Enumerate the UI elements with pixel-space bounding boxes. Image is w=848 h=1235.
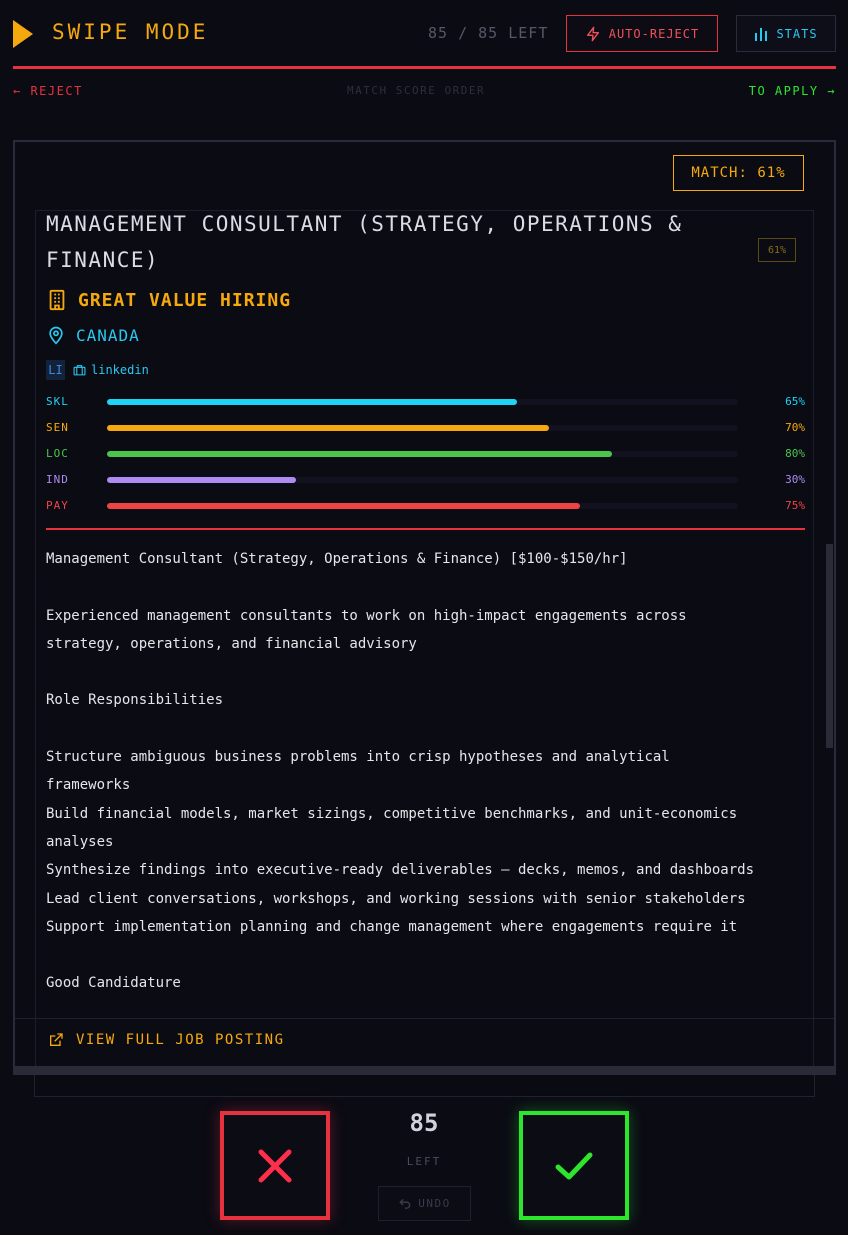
score-label: IND [46, 473, 69, 486]
score-row [46, 392, 805, 418]
source-name: linkedin [91, 363, 149, 377]
undo-label: UNDO [418, 1197, 451, 1210]
score-value: 75% [785, 499, 805, 512]
location-name: CANADA [76, 325, 140, 345]
score-value: 30% [785, 473, 805, 486]
view-full-posting-label: VIEW FULL JOB POSTING [76, 1032, 285, 1048]
job-card[interactable] [13, 140, 836, 1075]
score-row [46, 496, 805, 522]
score-row [46, 418, 805, 444]
score-value: 70% [785, 421, 805, 434]
score-row [46, 470, 805, 496]
sort-order-label: MATCH SCORE ORDER [347, 84, 486, 97]
score-label: SKL [46, 395, 69, 408]
card-divider [46, 528, 805, 530]
card-footer-divider [15, 1018, 836, 1019]
play-icon [13, 20, 33, 48]
reject-direction-label: ← REJECT [13, 84, 83, 98]
apply-button[interactable] [519, 1111, 629, 1220]
source-link[interactable] [73, 363, 149, 377]
building-icon [46, 289, 68, 311]
auto-reject-button[interactable] [566, 15, 718, 52]
score-bar-fill [107, 451, 612, 457]
score-value: 80% [785, 447, 805, 460]
score-bar-track [107, 425, 738, 431]
description-scrollbar[interactable] [826, 544, 833, 748]
view-full-posting-link[interactable] [48, 1032, 285, 1048]
company-name: GREAT VALUE HIRING [78, 289, 292, 311]
linkedin-badge: LI [46, 360, 65, 380]
score-row [46, 444, 805, 470]
check-icon [553, 1148, 595, 1184]
apply-direction-label: TO APPLY → [748, 84, 836, 98]
score-mini-badge: 61% [758, 238, 796, 262]
auto-reject-label: AUTO-REJECT [608, 26, 700, 41]
remaining-count: 85 / 85 LEFT [428, 24, 549, 42]
cards-left-label: LEFT [406, 1155, 442, 1168]
job-title: MANAGEMENT CONSULTANT (STRATEGY, OPERATIONS & FINANCE) [46, 212, 683, 272]
external-link-icon [48, 1032, 64, 1048]
score-bar-fill [107, 477, 296, 483]
stats-button[interactable] [736, 15, 836, 52]
score-bar-fill [107, 425, 549, 431]
location-row [46, 325, 140, 345]
score-bar-track [107, 503, 738, 509]
job-description: Management Consultant (Strategy, Operations & Finance) [$100-$150/hr] Experienced management consultants to work on high-impact engagements across strategy, operations, and financial advisory Role Responsibilities Structure ambiguous business problems into crisp hypotheses and analytical frameworks Build financial models, market sizings, competitive benchmarks, and unit-economics analyses Synthesize findings into executive-ready deliverables — decks, memos, and dashboards Lead client conversations, workshops, and working sessions with senior stakeholders Support implementation planning and change management where engagements require it Good Candidature [46, 551, 755, 992]
score-breakdown [46, 392, 805, 522]
match-score-badge: MATCH: 61% [673, 155, 804, 191]
score-bar-track [107, 477, 738, 483]
card-bottom-edge [13, 1066, 836, 1074]
briefcase-icon [73, 364, 86, 376]
score-label: SEN [46, 421, 69, 434]
stats-label: STATS [776, 26, 818, 41]
score-bar-fill [107, 503, 580, 509]
score-value: 65% [785, 395, 805, 408]
bar-chart-icon [754, 27, 768, 41]
company-row [46, 289, 291, 311]
header-divider [13, 66, 836, 69]
swipe-direction-hints [13, 84, 836, 100]
undo-button[interactable] [378, 1186, 471, 1221]
page-title: SWIPE MODE [52, 20, 209, 44]
undo-icon [398, 1197, 412, 1211]
lightning-icon [585, 25, 601, 43]
score-label: PAY [46, 499, 69, 512]
cards-left-count: 85 [409, 1109, 439, 1137]
score-label: LOC [46, 447, 69, 460]
score-bar-track [107, 451, 738, 457]
score-bar-fill [107, 399, 517, 405]
source-row [46, 360, 149, 380]
close-icon [255, 1146, 295, 1186]
reject-button[interactable] [220, 1111, 330, 1220]
score-bar-track [107, 399, 738, 405]
map-pin-icon [46, 325, 66, 345]
header [0, 0, 848, 68]
